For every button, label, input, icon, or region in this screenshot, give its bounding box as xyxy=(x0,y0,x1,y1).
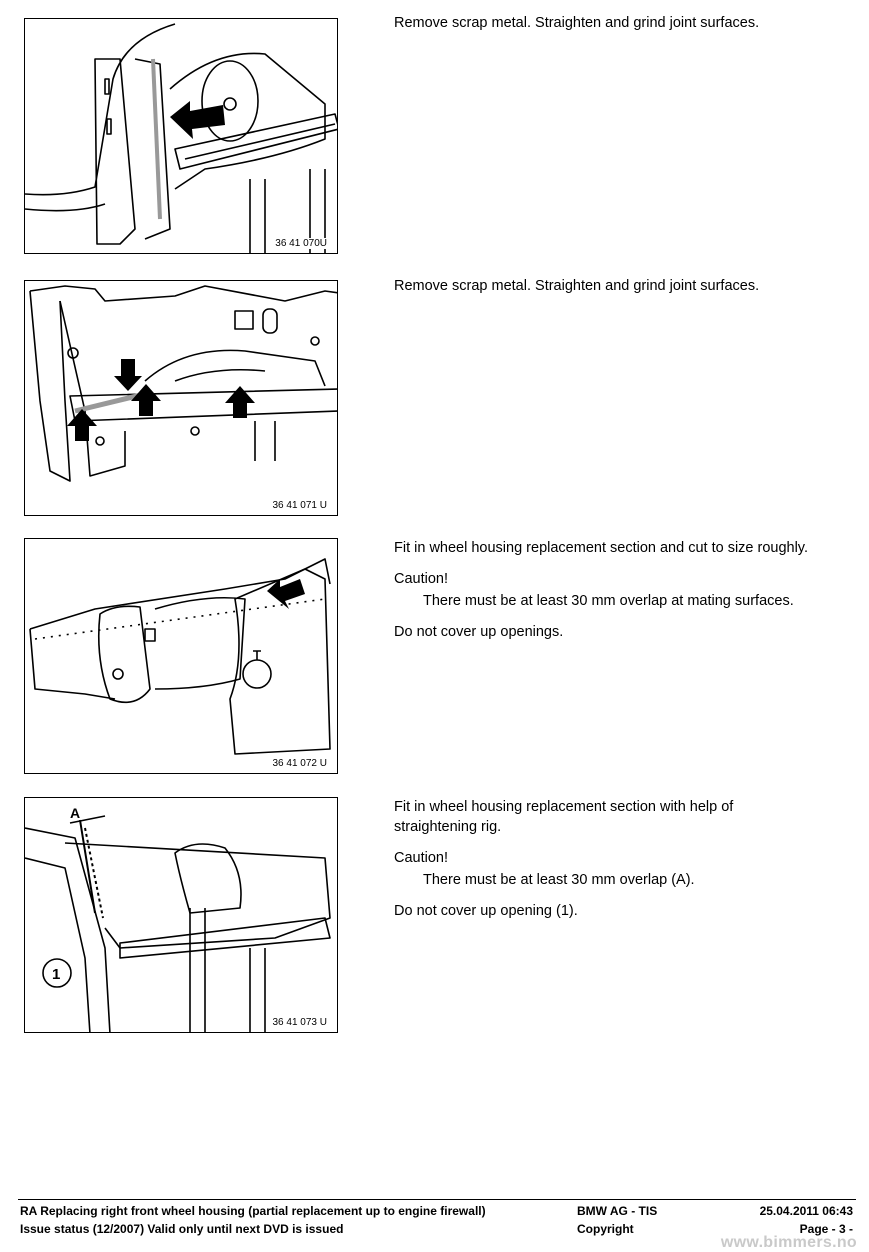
section-4-text xyxy=(394,797,864,932)
section-2-text xyxy=(394,276,864,307)
footer-datetime: 25.04.2011 06:43 xyxy=(759,1204,853,1218)
figure-code: 36 41 071 U xyxy=(272,500,327,511)
label-a: A xyxy=(70,805,81,821)
figure-1 xyxy=(24,18,338,254)
label-1: 1 xyxy=(52,966,61,983)
instruction-text: Remove scrap metal. Straighten and grind joint surfaces. xyxy=(394,278,760,294)
figure-2 xyxy=(24,280,338,516)
instruction-text: Fit in wheel housing replacement section and cut to size roughly. xyxy=(394,540,809,556)
figure-code: 36 41 070U xyxy=(275,238,327,249)
footer-title: RA Replacing right front wheel housing (partial replacement up to engine firewall) xyxy=(20,1204,486,1218)
watermark: www.bimmers.no xyxy=(720,1234,857,1251)
instruction-text: Fit in wheel housing replacement section with help of straightening rig. xyxy=(394,799,734,835)
note-text: Do not cover up openings. xyxy=(394,624,564,640)
figure-code: 36 41 072 U xyxy=(272,758,327,769)
arrow-icon xyxy=(170,101,225,139)
note-text: Do not cover up opening (1). xyxy=(394,903,578,919)
footer-page-number: Page - 3 - xyxy=(799,1222,853,1236)
footer-publisher: BMW AG - TIS xyxy=(577,1204,658,1218)
instruction-text: Remove scrap metal. Straighten and grind joint surfaces. xyxy=(394,15,760,31)
figure-3 xyxy=(24,538,338,774)
caution-label: Caution! xyxy=(394,850,449,866)
caution-label: Caution! xyxy=(394,571,449,587)
figure-4-drawing xyxy=(25,798,338,1033)
footer-copyright: Copyright xyxy=(577,1222,634,1236)
footer-divider xyxy=(18,1199,856,1200)
caution-text: There must be at least 30 mm overlap (A). xyxy=(423,872,695,888)
figure-4 xyxy=(24,797,338,1033)
figure-2-drawing xyxy=(25,281,338,516)
section-1-text xyxy=(394,13,864,44)
figure-1-drawing xyxy=(25,19,338,254)
figure-code: 36 41 073 U xyxy=(272,1017,327,1028)
caution-text: There must be at least 30 mm overlap at mating surfaces. xyxy=(423,593,794,609)
arrow-icons xyxy=(67,359,255,441)
footer-issue: Issue status (12/2007) Valid only until next DVD is issued xyxy=(20,1222,344,1236)
section-3-text xyxy=(394,538,864,653)
figure-3-drawing xyxy=(25,539,338,774)
